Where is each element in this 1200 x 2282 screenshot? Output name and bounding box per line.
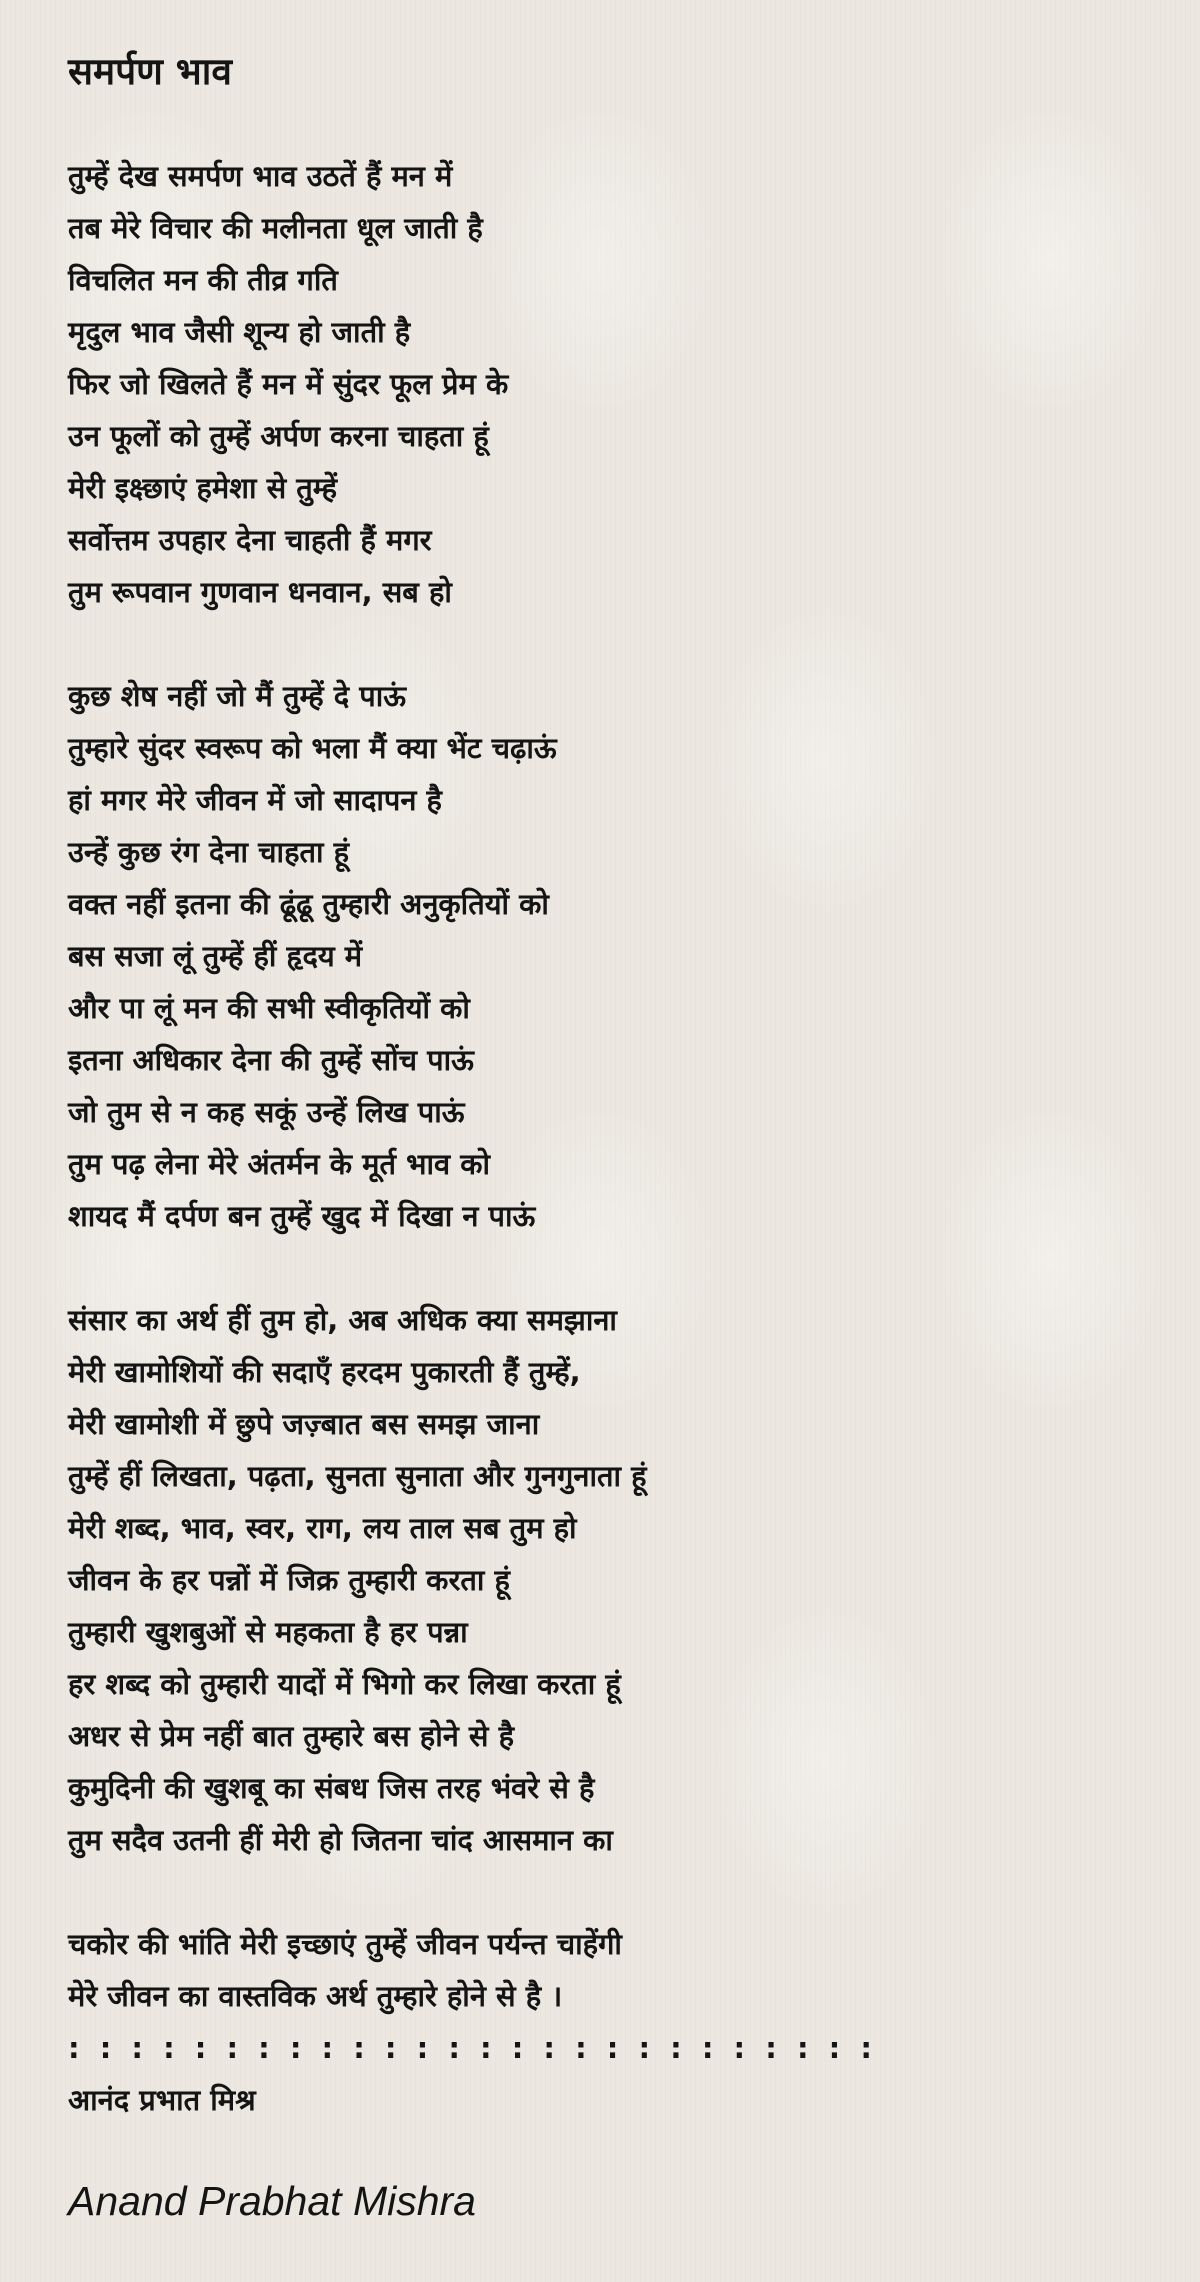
poem-line: तब मेरे विचार की मलीनता धूल जाती है — [68, 211, 483, 245]
poem-line: मेरे जीवन का वास्तविक अर्थ तुम्हारे होने से है । — [68, 1979, 563, 2013]
poem-line: तुम सदैव उतनी हीं मेरी हो जितना चांद आसमान का — [68, 1823, 613, 1857]
poem-line: और पा लूं मन की सभी स्वीकृतियों को — [68, 991, 470, 1025]
poem-line: विचलित मन की तीव्र गति — [68, 263, 338, 297]
poem-line: संसार का अर्थ हीं तुम हो, अब अधिक क्या समझाना — [68, 1303, 617, 1337]
poem-line: सर्वोत्तम उपहार देना चाहती हैं मगर — [68, 523, 432, 557]
poem-line: तुम्हारे सुंदर स्वरूप को भला मैं क्या भेंट चढ़ाऊं — [68, 731, 557, 765]
poem-line: इतना अधिकार देना की तुम्हें सोंच पाऊं — [68, 1043, 474, 1077]
poem-line: हां मगर मेरे जीवन में जो सादापन है — [68, 783, 442, 817]
poem-line: तुम पढ़ लेना मेरे अंतर्मन के मूर्त भाव को — [68, 1147, 490, 1181]
separator-dots: : : : : : : : : : : : : : : : : : : : : : : : : : : — [68, 2031, 877, 2065]
poem-line: उन फूलों को तुम्हें अर्पण करना चाहता हूं — [68, 419, 489, 453]
stanza-2 — [68, 670, 877, 1242]
poem-line: मेरी इक्ष्छाएं हमेशा से तुम्हें — [68, 471, 337, 505]
author-signature: Anand Prabhat Mishra — [68, 2178, 476, 2224]
poem-line: हर शब्द को तुम्हारी यादों में भिगो कर लिखा करता हूं — [68, 1667, 621, 1701]
poem-line: कुमुदिनी की खुशबू का संबध जिस तरह भंवरे से है — [68, 1771, 595, 1805]
stanza-3 — [68, 1294, 877, 1866]
stanza-4 — [68, 1918, 877, 2126]
author-name-hindi: आनंद प्रभात मिश्र — [68, 2083, 256, 2117]
poem-title: समर्पण भाव — [68, 50, 232, 93]
poem-line: तुम्हें देख समर्पण भाव उठतें हैं मन में — [68, 159, 453, 193]
poem-line: जीवन के हर पन्नों में जिक्र तुम्हारी करता हूं — [68, 1563, 510, 1597]
poem-line: मेरी खामोशियों की सदाएँ हरदम पुकारती हैं तुम्हें, — [68, 1355, 581, 1389]
poem-line: तुम्हारी खुशबुओं से महकता है हर पन्ना — [68, 1615, 468, 1649]
poem-line: उन्हें कुछ रंग देना चाहता हूं — [68, 835, 350, 869]
poem-line: कुछ शेष नहीं जो मैं तुम्हें दे पाऊं — [68, 679, 406, 713]
stanza-1 — [68, 150, 877, 618]
poem-line: फिर जो खिलते हैं मन में सुंदर फूल प्रेम के — [68, 367, 509, 401]
poem-line: चकोर की भांति मेरी इच्छाएं तुम्हें जीवन पर्यन्त चाहेंगी — [68, 1927, 622, 1961]
poem-line: बस सजा लूं तुम्हें हीं हृदय में — [68, 939, 363, 973]
poem-line: जो तुम से न कह सकूं उन्हें लिख पाऊं — [68, 1095, 465, 1129]
poem-body — [68, 150, 877, 2126]
poem-line: तुम्हें हीं लिखता, पढ़ता, सुनता सुनाता और गुनगुनाता हूं — [68, 1459, 647, 1493]
poem-line: मेरी खामोशी में छुपे जज़्बात बस समझ जाना — [68, 1407, 540, 1441]
poem-line: शायद मैं दर्पण बन तुम्हें खुद में दिखा न पाऊं — [68, 1199, 536, 1233]
poem-line: मृदुल भाव जैसी शून्य हो जाती है — [68, 315, 411, 349]
poem-line: अधर से प्रेम नहीं बात तुम्हारे बस होने से है — [68, 1719, 515, 1753]
poem-line: वक्त नहीं इतना की ढूंढू तुम्हारी अनुकृतियों को — [68, 887, 549, 921]
poem-line: तुम रूपवान गुणवान धनवान, सब हो — [68, 575, 452, 609]
poem-line: मेरी शब्द, भाव, स्वर, राग, लय ताल सब तुम हो — [68, 1511, 577, 1545]
